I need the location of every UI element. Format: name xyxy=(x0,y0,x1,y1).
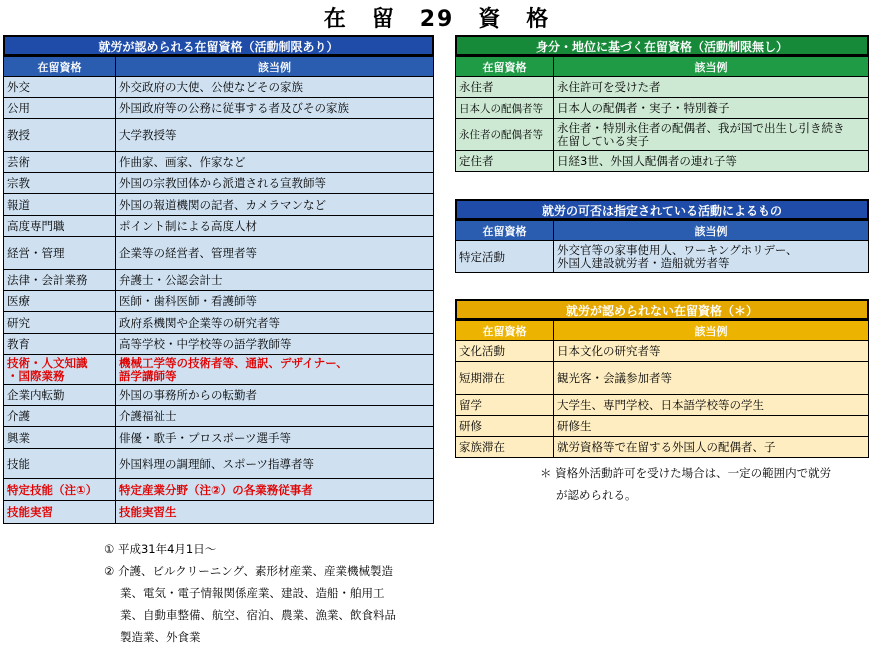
table-row xyxy=(456,416,869,437)
example-cell: 技能実習生 xyxy=(116,501,434,524)
example-cell: 外国の宗教団体から派遣される宣教師等 xyxy=(116,173,434,194)
status-cell: 技能実習 xyxy=(4,501,116,524)
status-based-panel xyxy=(455,35,869,172)
example-cell: 機械工学等の技術者等、通訳、デザイナー、 語学講師等 xyxy=(116,355,434,385)
example-cell: 高等学校・中学校等の語学教師等 xyxy=(116,334,434,355)
work-allowed-table xyxy=(3,56,434,524)
footnote-2-line2: 業、電気・電子情報関係産業、建設、造船・舶用工 xyxy=(120,586,385,600)
status-cell: 文化活動 xyxy=(456,341,554,362)
status-cell: 技能 xyxy=(4,449,116,479)
header-status: 在留資格 xyxy=(456,221,554,241)
status-cell: 企業内転勤 xyxy=(4,385,116,406)
example-cell: 日本文化の研究者等 xyxy=(554,341,869,362)
header-example: 該当例 xyxy=(554,321,869,341)
status-cell: 定住者 xyxy=(456,151,554,172)
footnote-2-line3: 業、自動車整備、航空、宿泊、農業、漁業、飲食料品 xyxy=(120,608,396,622)
example-cell: 外国料理の調理師、スポーツ指導者等 xyxy=(116,449,434,479)
status-cell: 経営・管理 xyxy=(4,237,116,270)
table-row xyxy=(4,334,434,355)
not-allowed-title: 就労が認められない在留資格（＊） xyxy=(455,299,869,320)
status-cell: 短期滞在 xyxy=(456,362,554,395)
table-row xyxy=(456,362,869,395)
status-cell: 芸術 xyxy=(4,152,116,173)
status-based-table xyxy=(455,56,869,172)
not-allowed-panel xyxy=(455,299,869,458)
example-cell: 政府系機関や企業等の研究者等 xyxy=(116,312,434,334)
example-cell: 永住者・特別永住者の配偶者、我が国で出生し引き続き 在留している実子 xyxy=(554,119,869,151)
footnote-1: ① 平成31年4月1日～ xyxy=(104,542,217,556)
status-cell: 留学 xyxy=(456,395,554,416)
status-cell: 介護 xyxy=(4,406,116,427)
header-status: 在留資格 xyxy=(4,57,116,77)
table-row xyxy=(4,77,434,98)
table-row xyxy=(4,291,434,312)
asterisk-note xyxy=(540,462,870,506)
example-cell: 介護福祉士 xyxy=(116,406,434,427)
example-cell: 外交官等の家事使用人、ワーキングホリデー、 外国人建設就労者・造船就労者等 xyxy=(554,241,869,273)
table-row xyxy=(4,312,434,334)
table-row xyxy=(456,119,869,151)
status-cell: 家族滞在 xyxy=(456,437,554,458)
example-cell: 大学教授等 xyxy=(116,119,434,152)
example-cell: 日経3世、外国人配偶者の連れ子等 xyxy=(554,151,869,172)
example-cell: 作曲家、画家、作家など xyxy=(116,152,434,173)
footnotes xyxy=(104,538,444,648)
status-cell: 特定技能（注①） xyxy=(4,479,116,501)
page-title: 在 留 29 資 格 xyxy=(323,7,551,32)
example-cell: 企業等の経営者、管理者等 xyxy=(116,237,434,270)
table-row xyxy=(4,98,434,119)
table-row xyxy=(4,216,434,237)
table-row xyxy=(4,479,434,501)
example-cell: 俳優・歌手・プロスポーツ選手等 xyxy=(116,427,434,449)
table-row xyxy=(4,194,434,216)
example-cell: 外国の報道機関の記者、カメラマンなど xyxy=(116,194,434,216)
status-cell: 教育 xyxy=(4,334,116,355)
header-example: 該当例 xyxy=(116,57,434,77)
example-cell: 大学生、専門学校、日本語学校等の学生 xyxy=(554,395,869,416)
table-row xyxy=(4,173,434,194)
status-cell: 日本人の配偶者等 xyxy=(456,98,554,119)
asterisk-note-line2: が認められる。 xyxy=(556,488,637,502)
example-cell: 外国政府等の公務に従事する者及びその家族 xyxy=(116,98,434,119)
status-cell: 教授 xyxy=(4,119,116,152)
header-status: 在留資格 xyxy=(456,321,554,341)
not-allowed-table xyxy=(455,320,869,458)
table-header-row xyxy=(456,221,869,241)
status-cell: 興業 xyxy=(4,427,116,449)
footnote-2-line4: 製造業、外食業 xyxy=(120,630,201,644)
table-row xyxy=(4,406,434,427)
table-row xyxy=(4,385,434,406)
work-allowed-title: 就労が認められる在留資格（活動制限あり） xyxy=(3,35,434,56)
table-row xyxy=(4,119,434,152)
designated-title: 就労の可否は指定されている活動によるもの xyxy=(455,199,869,220)
table-row xyxy=(4,152,434,173)
status-cell: 公用 xyxy=(4,98,116,119)
table-header-row xyxy=(4,57,434,77)
table-row xyxy=(4,501,434,524)
example-cell: 就労資格等で在留する外国人の配偶者、子 xyxy=(554,437,869,458)
example-cell: ポイント制による高度人材 xyxy=(116,216,434,237)
table-row xyxy=(456,77,869,98)
status-cell: 特定活動 xyxy=(456,241,554,273)
status-cell: 医療 xyxy=(4,291,116,312)
table-row xyxy=(4,237,434,270)
designated-panel xyxy=(455,199,869,273)
example-cell: 外交政府の大使、公使などその家族 xyxy=(116,77,434,98)
table-row xyxy=(456,395,869,416)
status-cell: 報道 xyxy=(4,194,116,216)
designated-table xyxy=(455,220,869,273)
example-cell: 研修生 xyxy=(554,416,869,437)
header-status: 在留資格 xyxy=(456,57,554,77)
table-row xyxy=(456,151,869,172)
table-row xyxy=(456,437,869,458)
example-cell: 日本人の配偶者・実子・特別養子 xyxy=(554,98,869,119)
table-row xyxy=(4,270,434,291)
table-row xyxy=(4,355,434,385)
work-allowed-panel xyxy=(3,35,434,524)
header-example: 該当例 xyxy=(554,57,869,77)
example-cell: 医師・歯科医師・看護師等 xyxy=(116,291,434,312)
example-cell: 特定産業分野（注②）の各業務従事者 xyxy=(116,479,434,501)
example-cell: 外国の事務所からの転勤者 xyxy=(116,385,434,406)
asterisk-note-line1: ＊ 資格外活動許可を受けた場合は、一定の範囲内で就労 xyxy=(540,466,832,480)
footnote-2-line1: ② 介護、ビルクリーニング、素形材産業、産業機械製造 xyxy=(104,564,394,578)
status-cell: 技術・人文知識 ・国際業務 xyxy=(4,355,116,385)
example-cell: 弁護士・公認会計士 xyxy=(116,270,434,291)
status-cell: 外交 xyxy=(4,77,116,98)
table-row xyxy=(4,449,434,479)
table-row xyxy=(4,427,434,449)
status-cell: 宗教 xyxy=(4,173,116,194)
status-cell: 永住者の配偶者等 xyxy=(456,119,554,151)
status-cell: 研修 xyxy=(456,416,554,437)
status-cell: 研究 xyxy=(4,312,116,334)
table-row xyxy=(456,241,869,273)
table-header-row xyxy=(456,321,869,341)
header-example: 該当例 xyxy=(554,221,869,241)
table-header-row xyxy=(456,57,869,77)
status-cell: 法律・会計業務 xyxy=(4,270,116,291)
table-row xyxy=(456,341,869,362)
status-based-title: 身分・地位に基づく在留資格（活動制限無し） xyxy=(455,35,869,56)
status-cell: 永住者 xyxy=(456,77,554,98)
status-cell: 高度専門職 xyxy=(4,216,116,237)
table-row xyxy=(456,98,869,119)
example-cell: 観光客・会議参加者等 xyxy=(554,362,869,395)
example-cell: 永住許可を受けた者 xyxy=(554,77,869,98)
